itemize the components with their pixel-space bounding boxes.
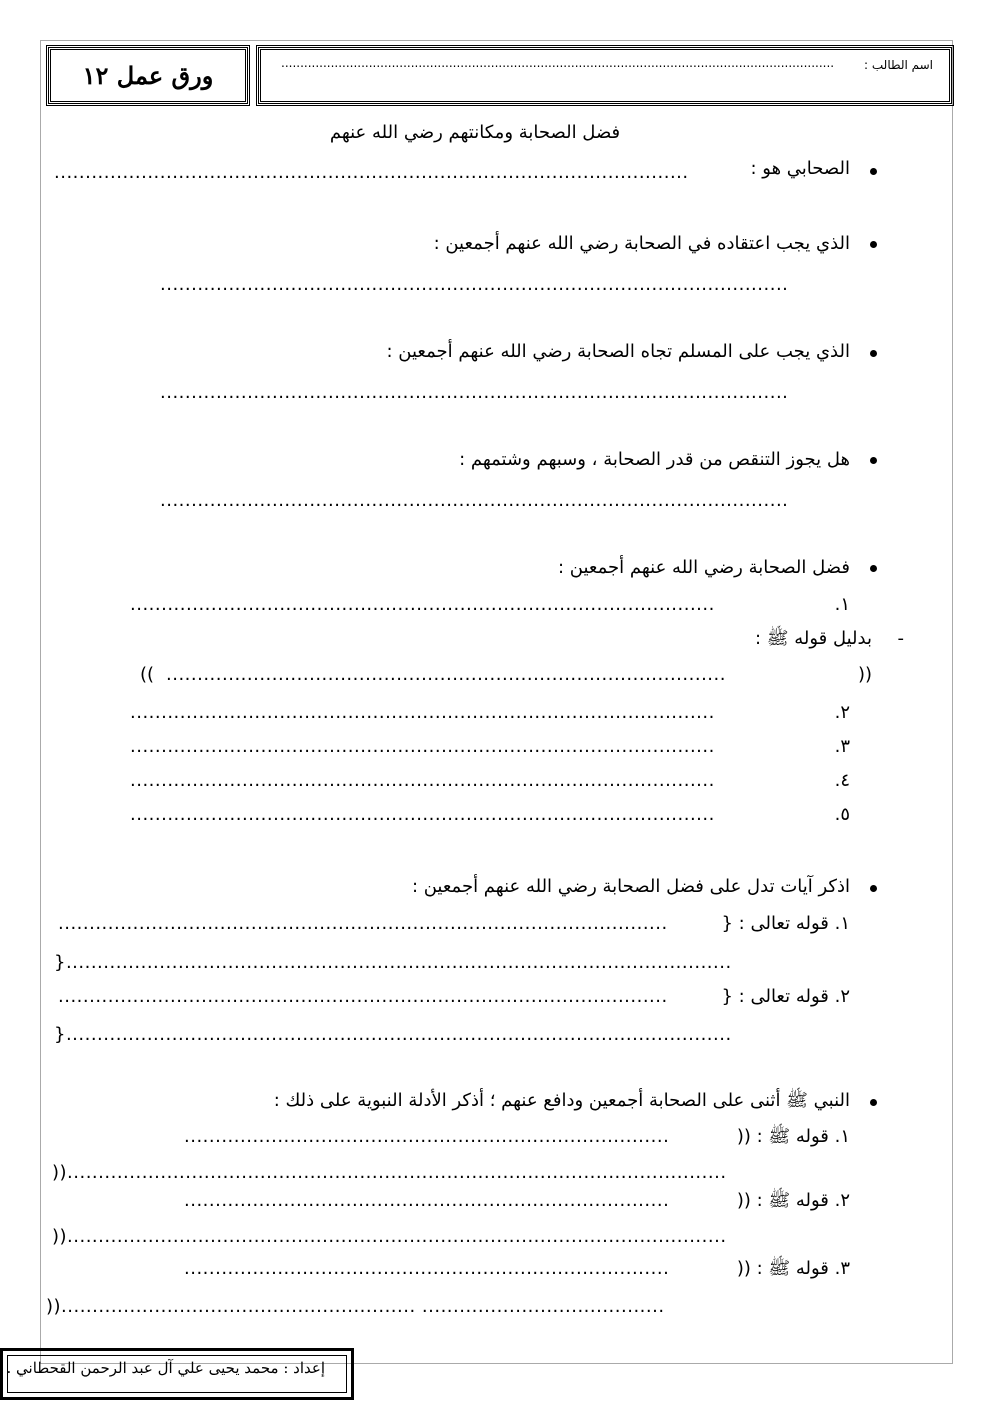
question-3-answer[interactable]: .....................................................................................................: [160, 382, 789, 403]
question-1-answer[interactable]: ......................................................................................................: [54, 162, 689, 183]
evidence-label: بدليل قوله ﷺ :: [754, 628, 872, 649]
question-1-text: الصحابي هو :: [750, 158, 850, 179]
verse-1-answer[interactable]: ..................................................................................................: [58, 913, 668, 934]
question-2-text: الذي يجب اعتقاده في الصحابة رضي الله عنهم أجمعين :: [433, 233, 850, 254]
q5-item-2-answer[interactable]: ..............................................................................................: [130, 702, 715, 723]
hadith-3-answer-end[interactable]: ))......................................................... .......................................: [46, 1296, 665, 1317]
q5-item-2-number: ٢.: [834, 702, 850, 723]
evidence-answer[interactable]: ..........................................................................................: [166, 664, 726, 685]
footer-credit-box: [0, 1348, 354, 1400]
hadith-3-answer[interactable]: ..............................................................................: [184, 1258, 670, 1279]
verse-1-label: ١. قوله تعالى : {: [721, 913, 850, 934]
prepared-by: إعداد : محمد يحيى علي آل عبد الرحمن القحطاني .: [6, 1359, 325, 1377]
question-6-text: اذكر آيات تدل على فضل الصحابة رضي الله عنهم أجمعين :: [411, 876, 850, 897]
student-name-box[interactable]: [256, 45, 954, 106]
verse-2-answer[interactable]: ..................................................................................................: [58, 986, 668, 1007]
hadith-2-label: ٢. قوله ﷺ : ((: [736, 1190, 850, 1211]
evidence-open-bracket: ((: [857, 664, 872, 685]
hadith-1-answer-end[interactable]: ))..........................................................................................................: [52, 1162, 727, 1183]
bullet-icon: [870, 241, 877, 248]
q5-item-4-answer[interactable]: ..............................................................................................: [130, 770, 715, 791]
q5-item-3-answer[interactable]: ..............................................................................................: [130, 736, 715, 757]
verse-2-answer-end[interactable]: }...........................................................................................................: [54, 1024, 732, 1045]
question-4-text: هل يجوز التنقص من قدر الصحابة ، وسبهم وشتمهم :: [459, 449, 850, 470]
bullet-icon: [870, 457, 877, 464]
question-7-text: النبي ﷺ أثنى على الصحابة أجمعين ودافع عنهم ؛ أذكر الأدلة النبوية على ذلك :: [273, 1090, 850, 1111]
evidence-dash: -: [897, 628, 904, 649]
question-4-answer[interactable]: .....................................................................................................: [160, 490, 789, 511]
question-3-text: الذي يجب على المسلم تجاه الصحابة رضي الله عنهم أجمعين :: [386, 341, 850, 362]
q5-item-3-number: ٣.: [834, 736, 850, 757]
hadith-2-answer-end[interactable]: ))..........................................................................................................: [52, 1226, 727, 1247]
q5-item-5-answer[interactable]: ..............................................................................................: [130, 804, 715, 825]
q5-item-4-number: ٤.: [834, 770, 850, 791]
bullet-icon: [870, 350, 877, 357]
verse-1-answer-end[interactable]: }...........................................................................................................: [54, 952, 732, 973]
worksheet-title: ورق عمل ١٢: [82, 61, 214, 90]
student-name-label: اسم الطالب :: [864, 58, 933, 72]
hadith-1-label: ١. قوله ﷺ : ((: [736, 1126, 850, 1147]
hadith-1-answer[interactable]: ..............................................................................: [184, 1126, 670, 1147]
bullet-icon: [870, 885, 877, 892]
worksheet-title-box: [46, 45, 250, 106]
q5-item-1-number: ١.: [834, 594, 850, 615]
question-5-text: فضل الصحابة رضي الله عنهم أجمعين :: [558, 557, 850, 578]
hadith-2-answer[interactable]: ..............................................................................: [184, 1190, 670, 1211]
question-2-answer[interactable]: .....................................................................................................: [160, 274, 789, 295]
bullet-icon: [870, 1099, 877, 1106]
bullet-icon: [870, 565, 877, 572]
q5-item-1-answer[interactable]: ..............................................................................................: [130, 594, 715, 615]
verse-2-label: ٢. قوله تعالى : {: [721, 986, 850, 1007]
page-title: فضل الصحابة ومكانتهم رضي الله عنهم: [329, 122, 621, 143]
q5-item-5-number: ٥.: [834, 804, 850, 825]
evidence-close-bracket: )): [140, 664, 155, 685]
bullet-icon: [870, 168, 877, 175]
hadith-3-label: ٣. قوله ﷺ : ((: [736, 1258, 850, 1279]
student-name-dots[interactable]: .................................................................................................................................................: [281, 56, 835, 70]
